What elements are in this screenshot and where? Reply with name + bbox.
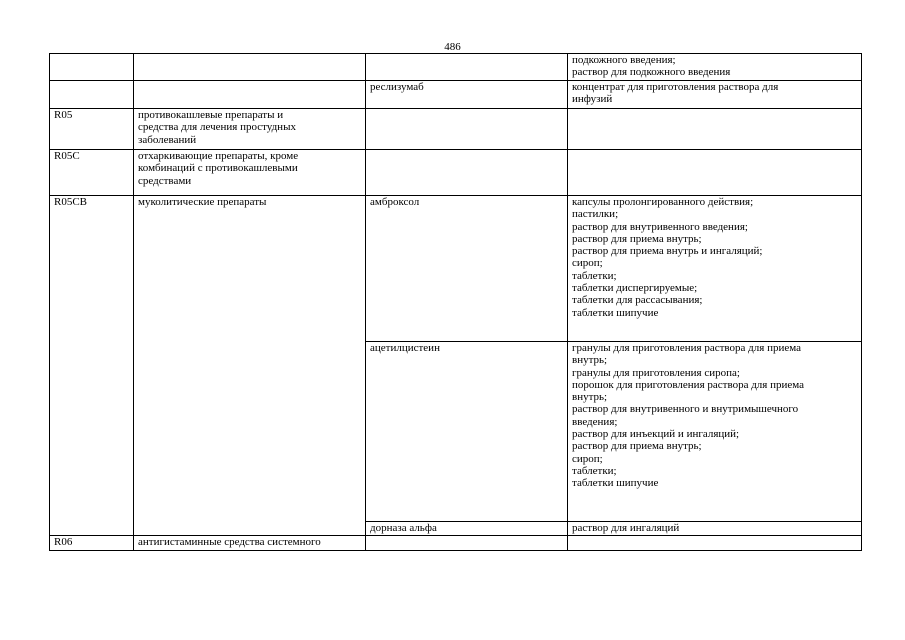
group-name-cell <box>134 196 366 536</box>
page-number: 486 <box>444 41 461 53</box>
drug-name: амброксол <box>370 196 420 208</box>
table-row <box>50 536 862 551</box>
table-row <box>50 81 862 109</box>
group-name-line: комбинаций с противокашлевыми <box>138 162 298 175</box>
table-row <box>50 54 862 81</box>
dosage-form-line: концентрат для приготовления раствора для <box>572 81 779 93</box>
drug-name-cell <box>366 81 568 109</box>
dosage-forms-cell <box>568 150 862 196</box>
dosage-form-line: таблетки шипучие <box>572 477 659 490</box>
dosage-form-line: таблетки диспергируемые; <box>572 282 698 295</box>
group-name-line: антигистаминные средства системного <box>138 536 321 548</box>
dosage-form-line: сироп; <box>572 452 603 465</box>
dosage-form-line: капсулы пролонгированного действия; <box>572 196 754 208</box>
drug-name-cell <box>366 54 568 81</box>
table-row <box>50 196 862 342</box>
dosage-form-line: таблетки; <box>572 464 617 477</box>
dosage-forms-cell <box>568 54 862 81</box>
dosage-form-line: раствор для внутривенного и внутримышечного <box>572 403 799 416</box>
dosage-form-line: гранулы для приготовления сиропа; <box>572 366 740 379</box>
dosage-form-line: подкожного введения; <box>572 54 676 66</box>
dosage-form-line: инфузий <box>572 93 613 106</box>
dosage-forms-cell <box>568 342 862 522</box>
drug-name-cell <box>366 342 568 522</box>
drug-table <box>49 53 862 551</box>
dosage-form-line: введения; <box>572 415 618 428</box>
dosage-form-line: раствор для внутривенного введения; <box>572 220 748 233</box>
drug-name-cell <box>366 109 568 150</box>
drug-name: реслизумаб <box>370 81 424 93</box>
dosage-form-line: внутрь; <box>572 354 608 367</box>
atc-code-cell <box>50 109 134 150</box>
drug-name: дорназа альфа <box>370 522 437 534</box>
group-name-line: противокашлевые препараты и <box>138 109 284 121</box>
group-name-cell <box>134 536 366 551</box>
atc-code: R05 <box>54 109 73 121</box>
dosage-forms-cell <box>568 536 862 551</box>
group-name-line: средствами <box>138 174 192 187</box>
dosage-form-line: раствор для приема внутрь; <box>572 232 702 245</box>
group-name-line: муколитические препараты <box>138 196 267 208</box>
table-row <box>50 150 862 196</box>
dosage-form-line: внутрь; <box>572 391 608 404</box>
drug-name: ацетилцистеин <box>370 342 440 354</box>
dosage-form-line: раствор для приема внутрь; <box>572 440 702 453</box>
dosage-form-line: пастилки; <box>572 208 619 221</box>
atc-code-cell <box>50 196 134 536</box>
atc-code-cell <box>50 536 134 551</box>
group-name-line: отхаркивающие препараты, кроме <box>138 150 299 162</box>
dosage-forms-cell <box>568 81 862 109</box>
dosage-forms-cell <box>568 196 862 342</box>
group-name-line: заболеваний <box>138 133 197 146</box>
atc-code: R06 <box>54 536 73 548</box>
group-name-cell <box>134 150 366 196</box>
atc-code-cell <box>50 150 134 196</box>
atc-code: R05CB <box>54 196 88 208</box>
drug-name-cell <box>366 196 568 342</box>
group-name-cell <box>134 81 366 109</box>
dosage-forms-cell <box>568 522 862 536</box>
group-name-line: средства для лечения простудных <box>138 121 296 134</box>
dosage-form-line: раствор для подкожного введения <box>572 66 731 79</box>
group-name-cell <box>134 109 366 150</box>
atc-code-cell <box>50 81 134 109</box>
group-name-cell <box>134 54 366 81</box>
dosage-form-line: таблетки для рассасывания; <box>572 294 703 307</box>
dosage-forms-cell <box>568 109 862 150</box>
dosage-form-line: раствор для инъекций и ингаляций; <box>572 428 740 441</box>
atc-code-cell <box>50 54 134 81</box>
drug-name-cell <box>366 522 568 536</box>
dosage-form-line: раствор для приема внутрь и ингаляций; <box>572 245 763 258</box>
dosage-form-line: порошок для приготовления раствора для приема <box>572 378 805 391</box>
drug-name-cell <box>366 536 568 551</box>
dosage-form-line: раствор для ингаляций <box>572 522 680 534</box>
drug-name-cell <box>366 150 568 196</box>
dosage-form-line: сироп; <box>572 257 603 270</box>
dosage-form-line: таблетки; <box>572 269 617 282</box>
atc-code: R05C <box>54 150 80 162</box>
dosage-form-line: гранулы для приготовления раствора для приема <box>572 342 801 354</box>
table-row <box>50 109 862 150</box>
dosage-form-line: таблетки шипучие <box>572 306 659 319</box>
